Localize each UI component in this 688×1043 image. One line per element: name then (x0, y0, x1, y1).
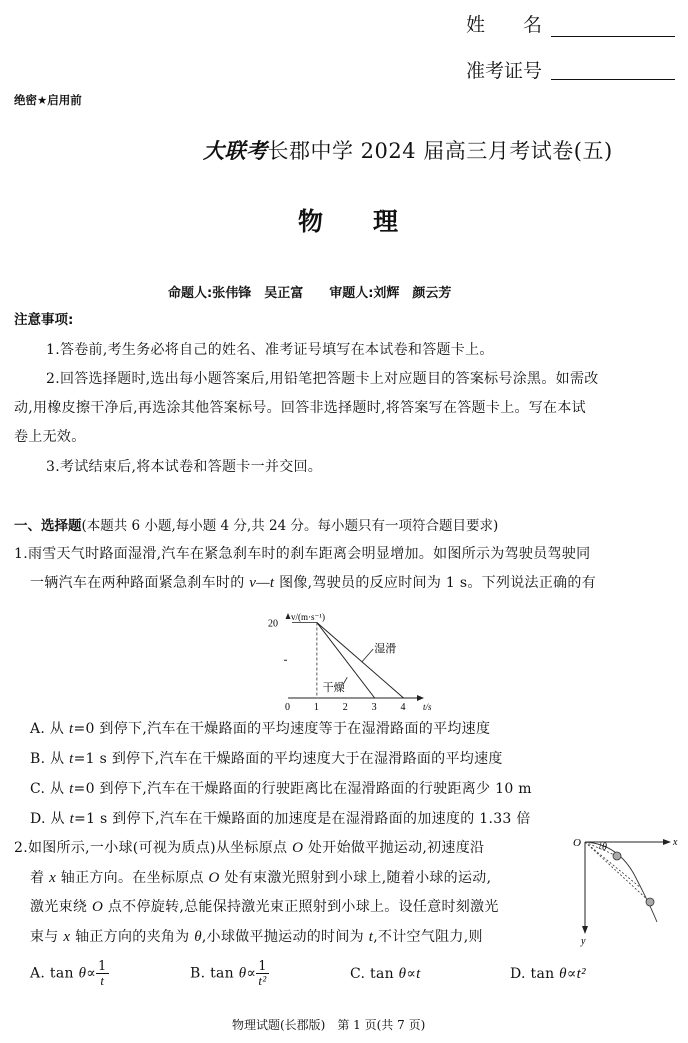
q2-stem-line (30, 896, 499, 916)
exam-title (203, 135, 613, 165)
notice-item-2-end: 卷上无效。 (14, 429, 86, 445)
option-var: t (69, 781, 74, 797)
x-axis-arrow-icon (417, 695, 424, 701)
stem-text: 轴正方向。在坐标原点 (56, 870, 209, 886)
section-title: 一、选择题 (14, 518, 82, 534)
option-text: =1 s 到停下,汽车在干燥路面的加速度是在湿滑路面的加速度的 1.33 倍 (74, 811, 531, 827)
x-tick-label: 2 (342, 702, 348, 713)
q2-option-a[interactable] (30, 960, 109, 987)
stem-text: 2.如图所示,一小球(可视为质点)从坐标原点 (14, 840, 293, 856)
option-expr: t² (576, 966, 586, 982)
q1-option-a[interactable] (30, 718, 490, 738)
confidential-mark: 绝密★启用前 (14, 93, 82, 107)
name-label: 姓 名 (466, 14, 543, 36)
denominator: t² (258, 973, 267, 988)
wet-leader-line (362, 649, 374, 662)
q2-stem-line (30, 926, 483, 946)
stem-text: 点不停旋转,总能保持激光束正照射到小球上。设任意时刻激光 (103, 899, 499, 915)
theta-label: θ (602, 842, 607, 853)
theta-var: θ (559, 966, 567, 982)
proportional-symbol: ∝ (566, 966, 577, 982)
option-var: t (69, 751, 74, 767)
projectile-diagram (565, 830, 688, 950)
theta-var: θ (78, 965, 87, 982)
q1-option-b[interactable] (30, 748, 503, 768)
option-text: =0 到停下,汽车在干燥路面的行驶距离比在湿滑路面的行驶距离少 10 m (73, 781, 532, 797)
math-var: x (63, 929, 71, 945)
x-axis-label: x (673, 837, 678, 848)
ball-2 (646, 898, 654, 906)
q1-option-c[interactable] (30, 778, 532, 798)
x-axis-arrow-icon (663, 839, 671, 845)
option-expr: t (416, 966, 421, 982)
proportional-symbol: ∝ (246, 965, 257, 982)
y-axis-arrow-icon (286, 613, 291, 619)
y-axis-label: v/(m·s⁻¹) (291, 612, 325, 622)
x-tick-label: 3 (371, 702, 377, 713)
stem-text: ,不计空气阻力,则 (373, 929, 483, 945)
name-field[interactable] (551, 35, 675, 37)
option-text: =0 到停下,汽车在干燥路面的平均速度等于在湿滑路面的平均速度 (73, 721, 491, 737)
option-text: A. 从 (30, 721, 69, 737)
exam-id-field[interactable] (551, 78, 675, 80)
math-var: t (368, 929, 374, 945)
notice-item-3: 3.考试结束后,将本试卷和答题卡一并交回。 (46, 459, 323, 475)
numerator: 1 (258, 959, 267, 974)
notice-heading: 注意事项: (14, 312, 74, 328)
y-axis-arrow-icon (582, 926, 588, 934)
option-label: A. tan (30, 965, 79, 982)
q2-stem-line (30, 867, 491, 887)
x-tick-label: 1 (313, 702, 319, 713)
math-var: θ (194, 929, 202, 945)
q2-option-b[interactable] (190, 960, 269, 987)
q1-option-d[interactable] (30, 808, 531, 828)
q1-vt-var: v—t (249, 575, 275, 591)
exam-brand: 大联考 (203, 138, 268, 163)
option-text: =1 s 到停下,汽车在干燥路面的平均速度大于在湿滑路面的平均速度 (73, 751, 503, 767)
exam-id-label: 准考证号 (466, 60, 543, 82)
section-note: (本题共 6 小题,每小题 4 分,共 24 分。每小题只有一项符合题目要求) (81, 518, 499, 534)
stem-text: 着 (30, 870, 50, 886)
stem-text: 处有束激光照射到小球上,随着小球的运动, (219, 870, 492, 886)
q1-stem-line1: 1.雨雪天气时路面湿滑,汽车在紧急刹车时的刹车距离会明显增加。如图所示为驾驶员驾驶同 (14, 546, 591, 562)
option-var: t (68, 721, 74, 737)
y-axis-label: y (581, 936, 586, 947)
q2-stem-line (14, 837, 484, 857)
stem-text: 轴正方向的夹角为 (70, 929, 195, 945)
math-var: x (49, 870, 57, 886)
subject-title: 物 理 (298, 207, 399, 236)
x-tick-label: 4 (400, 702, 406, 713)
stem-text: 激光束绕 (30, 899, 92, 915)
stem-text: 处开始做平抛运动,初速度沿 (303, 840, 485, 856)
theta-arc (599, 842, 601, 849)
q1-stem-text-a: 一辆汽车在两种路面紧急刹车时的 (30, 575, 250, 591)
authors-line: 命题人:张伟锋 吴正富 审题人:刘辉 颜云芳 (168, 286, 452, 301)
page-footer: 物理试题(长郡版) 第 1 页(共 7 页) (232, 1018, 426, 1032)
stem-text: ,小球做平抛运动的时间为 (201, 929, 369, 945)
option-var: t (69, 811, 75, 827)
option-label: B. tan (190, 965, 239, 982)
option-label: C. tan (350, 966, 399, 982)
theta-var: θ (238, 965, 247, 982)
q1-stem-line2 (30, 572, 596, 592)
vt-chart (260, 605, 430, 715)
laser-beam-2 (585, 842, 650, 902)
ball-1 (613, 852, 621, 860)
notice-item-1: 1.答卷前,考生务必将自己的姓名、准考证号填写在本试卷和答题卡上。 (46, 342, 494, 358)
x-axis-label: t/s (423, 702, 432, 712)
fraction (256, 960, 269, 987)
laser-beam-3 (585, 842, 641, 888)
exam-title-rest: 长郡中学 2024 届高三月考试卷(五) (267, 139, 613, 163)
x-tick-label: 0 (285, 702, 290, 713)
math-var: O (91, 899, 104, 915)
q2-option-c[interactable] (350, 966, 421, 983)
math-var: O (208, 870, 220, 886)
q1-stem-text-b: 图像,驾驶员的反应时间为 1 s。下列说法正确的有 (274, 575, 597, 591)
option-text: B. 从 (30, 751, 70, 767)
origin-label: O (573, 837, 581, 849)
theta-var: θ (398, 966, 407, 982)
fraction (96, 960, 109, 987)
q2-option-d[interactable] (510, 966, 586, 983)
option-text: D. 从 (30, 811, 70, 827)
y-tick-label: 20 (268, 618, 278, 630)
proportional-symbol: ∝ (406, 966, 417, 982)
section-heading (14, 514, 498, 534)
numerator: 1 (98, 959, 107, 974)
wet-annotation: 湿滑 (374, 642, 397, 655)
option-text: C. 从 (30, 781, 70, 797)
math-var: O (292, 840, 304, 856)
notice-item-2-cont: 动,用橡皮擦干净后,再选涂其他答案标号。回答非选择题时,将答案写在答题卡上。写在本试 (14, 400, 586, 416)
notice-item-2: 2.回答选择题时,选出每小题答案后,用铅笔把答题卡上对应题目的答案标号涂黑。如需改 (46, 371, 599, 387)
trajectory-curve (585, 842, 657, 922)
option-label: D. tan (510, 966, 560, 982)
dry-annotation: 干燥 (322, 682, 345, 695)
denominator: t (100, 973, 105, 988)
proportional-symbol: ∝ (86, 965, 97, 982)
stem-text: 束与 (30, 929, 64, 945)
